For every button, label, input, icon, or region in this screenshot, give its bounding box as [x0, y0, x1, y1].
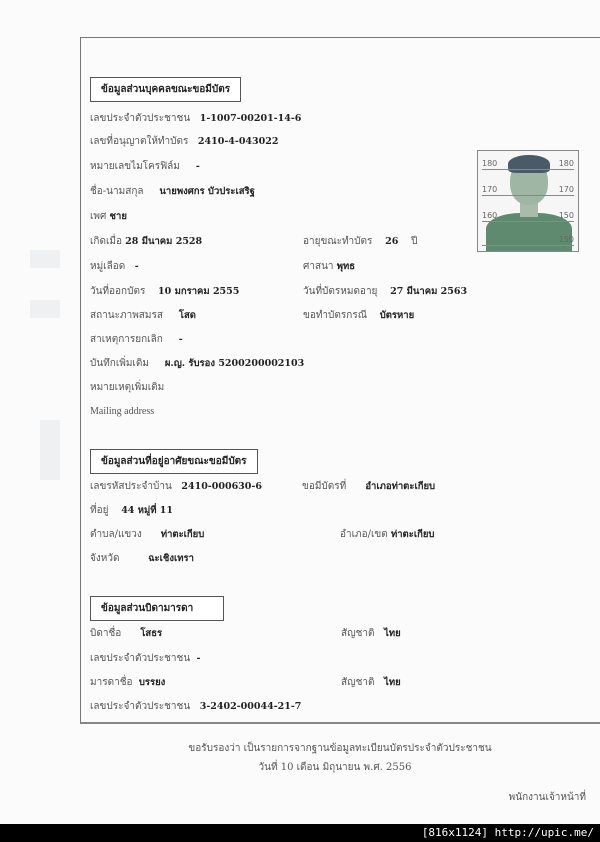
father-id-label: เลขประจำตัวประชาชน: [90, 653, 191, 664]
mailing-address-label: Mailing address: [90, 406, 155, 417]
issue-row: [90, 286, 239, 298]
photo-hair: [508, 155, 550, 173]
mother-nationality-label: สัญชาติ: [341, 677, 375, 688]
cancel-row: [90, 334, 183, 346]
province-label: จังหวัด: [90, 553, 120, 564]
scan-artifact: [40, 420, 60, 480]
height-mark: 150: [558, 235, 574, 244]
certification-statement: ขอรับรองว่า เป็นรายการจากฐานข้อมูลทะเบียนบัตรประจำตัวประชาชน: [188, 743, 492, 754]
mother-id-row: [90, 701, 301, 713]
expire-value: 27 มีนาคม 2563: [390, 286, 468, 297]
sex-value: ชาย: [109, 211, 127, 222]
province-row: [90, 553, 194, 565]
father-nationality-row: [341, 628, 401, 640]
card-place-value: อำเภอท่าตะเกียบ: [365, 481, 436, 492]
marital-value: โสด: [178, 310, 196, 321]
note-value: ผ.ญ. รับรอง 5200200002103: [164, 358, 305, 369]
house-id-label: เลขรหัสประจำบ้าน: [90, 481, 172, 492]
scan-artifact: [30, 250, 60, 268]
father-id-value: -: [196, 653, 201, 664]
height-line: [482, 245, 574, 246]
religion-value: พุทธ: [336, 261, 356, 272]
district-row: [340, 529, 434, 541]
expire-row: [303, 286, 467, 298]
microfilm-label: หมายเลขไมโครฟิล์ม: [90, 161, 180, 172]
mother-value: บรรยง: [138, 677, 166, 688]
note-row: [90, 358, 304, 370]
subdistrict-value: ท่าตะเกียบ: [160, 529, 205, 540]
mother-id-label: เลขประจำตัวประชาชน: [90, 701, 191, 712]
id-number-label: เลขประจำตัวประชาชน: [90, 113, 191, 124]
permit-row: [90, 136, 279, 148]
permit-value: 2410-4-043022: [197, 136, 279, 147]
issue-label: วันที่ออกบัตร: [90, 286, 146, 297]
mother-label: มารดาชื่อ: [90, 677, 133, 688]
microfilm-row: [90, 161, 200, 173]
age-unit: ปี: [411, 236, 418, 247]
request-case-value: บัตรหาย: [379, 310, 415, 321]
cancel-value: -: [178, 334, 183, 345]
father-value: โสธร: [140, 628, 163, 639]
height-mark: 150: [558, 211, 574, 220]
birth-row: [90, 236, 202, 248]
certification-date: วันที่ 10 เดือน มิถุนายน พ.ศ. 2556: [258, 762, 412, 773]
district-value: ท่าตะเกียบ: [390, 529, 435, 540]
marital-label: สถานะภาพสมรส: [90, 310, 163, 321]
id-number-value: 1-1007-00201-14-6: [199, 113, 302, 124]
blood-label: หมู่เลือด: [90, 261, 126, 272]
issue-value: 10 มกราคม 2555: [158, 286, 240, 297]
mother-id-value: 3-2402-00044-21-7: [199, 701, 302, 712]
id-photo: [477, 150, 579, 252]
province-value: ฉะเชิงเทรา: [148, 553, 194, 564]
subdistrict-label: ตำบล/แขวง: [90, 529, 142, 540]
mother-row: [90, 677, 165, 689]
height-mark: 180: [482, 159, 498, 168]
permit-label: เลขที่อนุญาตให้ทำบัตร: [90, 136, 189, 147]
microfilm-value: -: [195, 161, 200, 172]
height-mark: 170: [558, 185, 574, 194]
birth-value: 28 มีนาคม 2528: [125, 236, 203, 247]
card-place-label: ขอมีบัตรที่: [302, 481, 347, 492]
officer-label: พนักงานเจ้าหน้าที่: [508, 792, 586, 803]
photo-neck: [520, 203, 538, 217]
father-nationality-label: สัญชาติ: [341, 628, 375, 639]
father-row: [90, 628, 162, 640]
request-case-label: ขอทำบัตรกรณี: [303, 310, 367, 321]
section-residence-title: ข้อมูลส่วนที่อยู่อาศัยขณะขอมีบัตร: [90, 449, 258, 474]
marital-row: [90, 310, 196, 322]
cancel-label: สาเหตุการยกเลิก: [90, 334, 163, 345]
card-place-row: [302, 481, 435, 493]
district-label: อำเภอ/เขต: [340, 529, 388, 540]
expire-label: วันที่บัตรหมดอายุ: [303, 286, 378, 297]
height-line: [482, 169, 574, 170]
father-id-row: [90, 653, 200, 665]
religion-row: [303, 261, 355, 273]
house-id-row: [90, 481, 262, 493]
sex-label: เพศ: [90, 211, 107, 222]
height-mark: 160: [482, 211, 498, 220]
address-row: [90, 505, 173, 517]
height-mark: 180: [558, 159, 574, 168]
age-label: อายุขณะทำบัตร: [303, 236, 373, 247]
scan-artifact: [30, 300, 60, 318]
blood-value: -: [134, 261, 139, 272]
height-line: [482, 195, 574, 196]
blood-row: [90, 261, 139, 273]
name-value: นายพงศกร บัวประเสริฐ: [159, 186, 255, 197]
birth-label: เกิดเมื่อ: [90, 236, 122, 247]
mother-nationality-value: ไทย: [384, 677, 401, 688]
height-mark: 170: [482, 185, 498, 194]
section-personal-title: ข้อมูลส่วนบุคคลขณะขอมีบัตร: [90, 77, 241, 102]
section-parents-title: ข้อมูลส่วนบิดามารดา: [90, 596, 224, 621]
note-label: บันทึกเพิ่มเติม: [90, 358, 149, 369]
id-number-row: [90, 113, 301, 125]
height-line: [482, 221, 574, 222]
mother-nationality-row: [341, 677, 401, 689]
address-label: ที่อยู่: [90, 505, 109, 516]
name-row: [90, 186, 255, 198]
father-label: บิดาชื่อ: [90, 628, 122, 639]
age-value: 26: [385, 236, 399, 247]
religion-label: ศาสนา: [303, 261, 334, 272]
remark-label: หมายเหตุเพิ่มเติม: [90, 382, 165, 393]
father-nationality-value: ไทย: [384, 628, 401, 639]
name-label: ชื่อ-นามสกุล: [90, 186, 144, 197]
subdistrict-row: [90, 529, 204, 541]
image-host-watermark: [816x1124] http://upic.me/: [421, 826, 594, 839]
image-host-watermark-bar: [0, 824, 600, 842]
address-value: 44 หมู่ที่ 11: [121, 505, 174, 516]
house-id-value: 2410-000630-6: [181, 481, 262, 492]
request-case-row: [303, 310, 414, 322]
sex-row: [90, 211, 127, 223]
age-row: [303, 236, 417, 248]
